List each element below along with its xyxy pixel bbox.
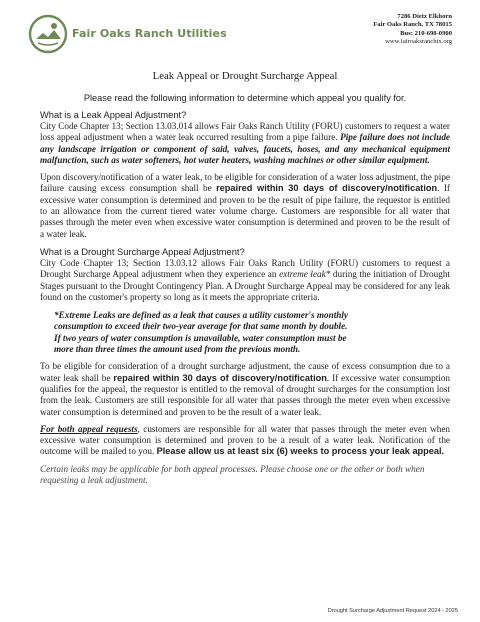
org-address <box>373 13 452 47</box>
website-link[interactable]: www.fairoaksranchtx.org <box>385 38 452 46</box>
drought-paragraph-1: City Code Chapter 13; Section 13.03.12 allows Fair Oaks Ranch Utility (FORU) customers to request a Drought Surcharge Appeal adjustment when they experience an extreme leak* during the initiation of Drought Stages pursuant to the Drought Contingency Plan. A Drought Surcharge Appeal may be considered for any leak found on the customer's property so long as it meets the appropriate criteria. <box>40 257 450 302</box>
pipe-failure-exclusion: Pipe failure does not include any landscape irrigation or component of said, valves, faucets, hoses, and any mechanical equipment malfunction, such as water softeners, hot water heaters, washing machines or other similar equipment. <box>40 132 450 165</box>
repair-deadline-drought: repaired within 30 days of discovery/notification <box>113 372 327 383</box>
leak-paragraph-1: City Code Chapter 13; Section 13.03.014 allows Fair Oaks Ranch Utility (FORU) customers to request a water loss appeal adjustment when a water leak occurred resulting from a pipe failure. Pipe failure does not include any landscape irrigation or component of said, valves, faucets, hoses, and any mechanical equipment malfunction, such as water softeners, hot water heaters, washing machines or other similar equipment. <box>40 121 450 165</box>
intro-text: Please read the following information to determine which appeal you qualify for. <box>83 93 407 103</box>
leak-paragraph-2: Upon discovery/notification of a water leak, to be eligible for consideration of a water loss adjustment, the pipe failure causing excess consumption shall be repaired within 30 days of discovery/notification. If excessive water consumption is determined and proven to be the result of pipe failure, the requestor is entitled to an allowance from the current tiered water volume charge. Customers are responsible for all water that passes through the meter even when excessive water consumption is determined and proven to be the result of a water leak. <box>40 172 450 239</box>
extreme-leak-note: *Extreme Leaks are defined as a leak that causes a utility customer's monthly consumption to exceed their two-year average for that same month by double. If two years of water consumption is unavailable, water consumption must be more than three times the amount used from the previous month. <box>54 310 348 355</box>
phone: Bus: 210-698-0900 <box>400 29 452 37</box>
fair-oaks-logo-icon <box>28 14 68 54</box>
letterhead <box>0 0 480 64</box>
section-heading-leak: What is a Leak Appeal Adjustment? <box>40 110 187 120</box>
extreme-leak-term: extreme leak* <box>279 269 331 280</box>
org-name: Fair Oaks Ranch Utilities <box>72 27 227 40</box>
repair-deadline: repaired within 30 days of discovery/notification <box>216 183 438 194</box>
processing-time: Please allow us at least six (6) weeks to process your leak appeal. <box>156 446 445 457</box>
document-body <box>40 68 450 486</box>
address-line-1: 7286 Dietz Elkhorn <box>397 13 452 20</box>
drought-paragraph-2: To be eligible for consideration of a drought surcharge adjustment, the cause of excess consumption due to a water leak shall be repaired within 30 days of discovery/notification. If excessive water consumption qualifies for the appeal, the requestor is entitled to the removal of drought surcharges for the consumption lost from the leak. Customers are still responsible for all water that passes through the meter even when excessive water consumption is determined and proven to be the result of a water leak. <box>40 361 451 417</box>
both-appeals-paragraph: For both appeal requests, customers are responsible for all water that passes through the meter even when excessive water consumption is determined and proven to be a result of a water leak. Notification of the outcome will be mailed to you. Please allow us at least six (6) weeks to process your leak appeal. <box>40 423 451 457</box>
closing-note: Certain leaks may be applicable for both appeal processes. Please choose one or the other or both when requesting a leak adjustment. <box>40 463 425 486</box>
page-title: Leak Appeal or Drought Surcharge Appeal <box>152 70 338 82</box>
section-heading-drought: What is a Drought Surcharge Appeal Adjustment? <box>40 246 245 257</box>
footer-label: Drought Surcharge Adjustment Request 2024 - 2025 <box>327 608 458 614</box>
both-appeals-lead: For both appeal requests <box>40 423 138 434</box>
address-line-2: Fair Oaks Ranch, TX 78015 <box>373 21 452 29</box>
